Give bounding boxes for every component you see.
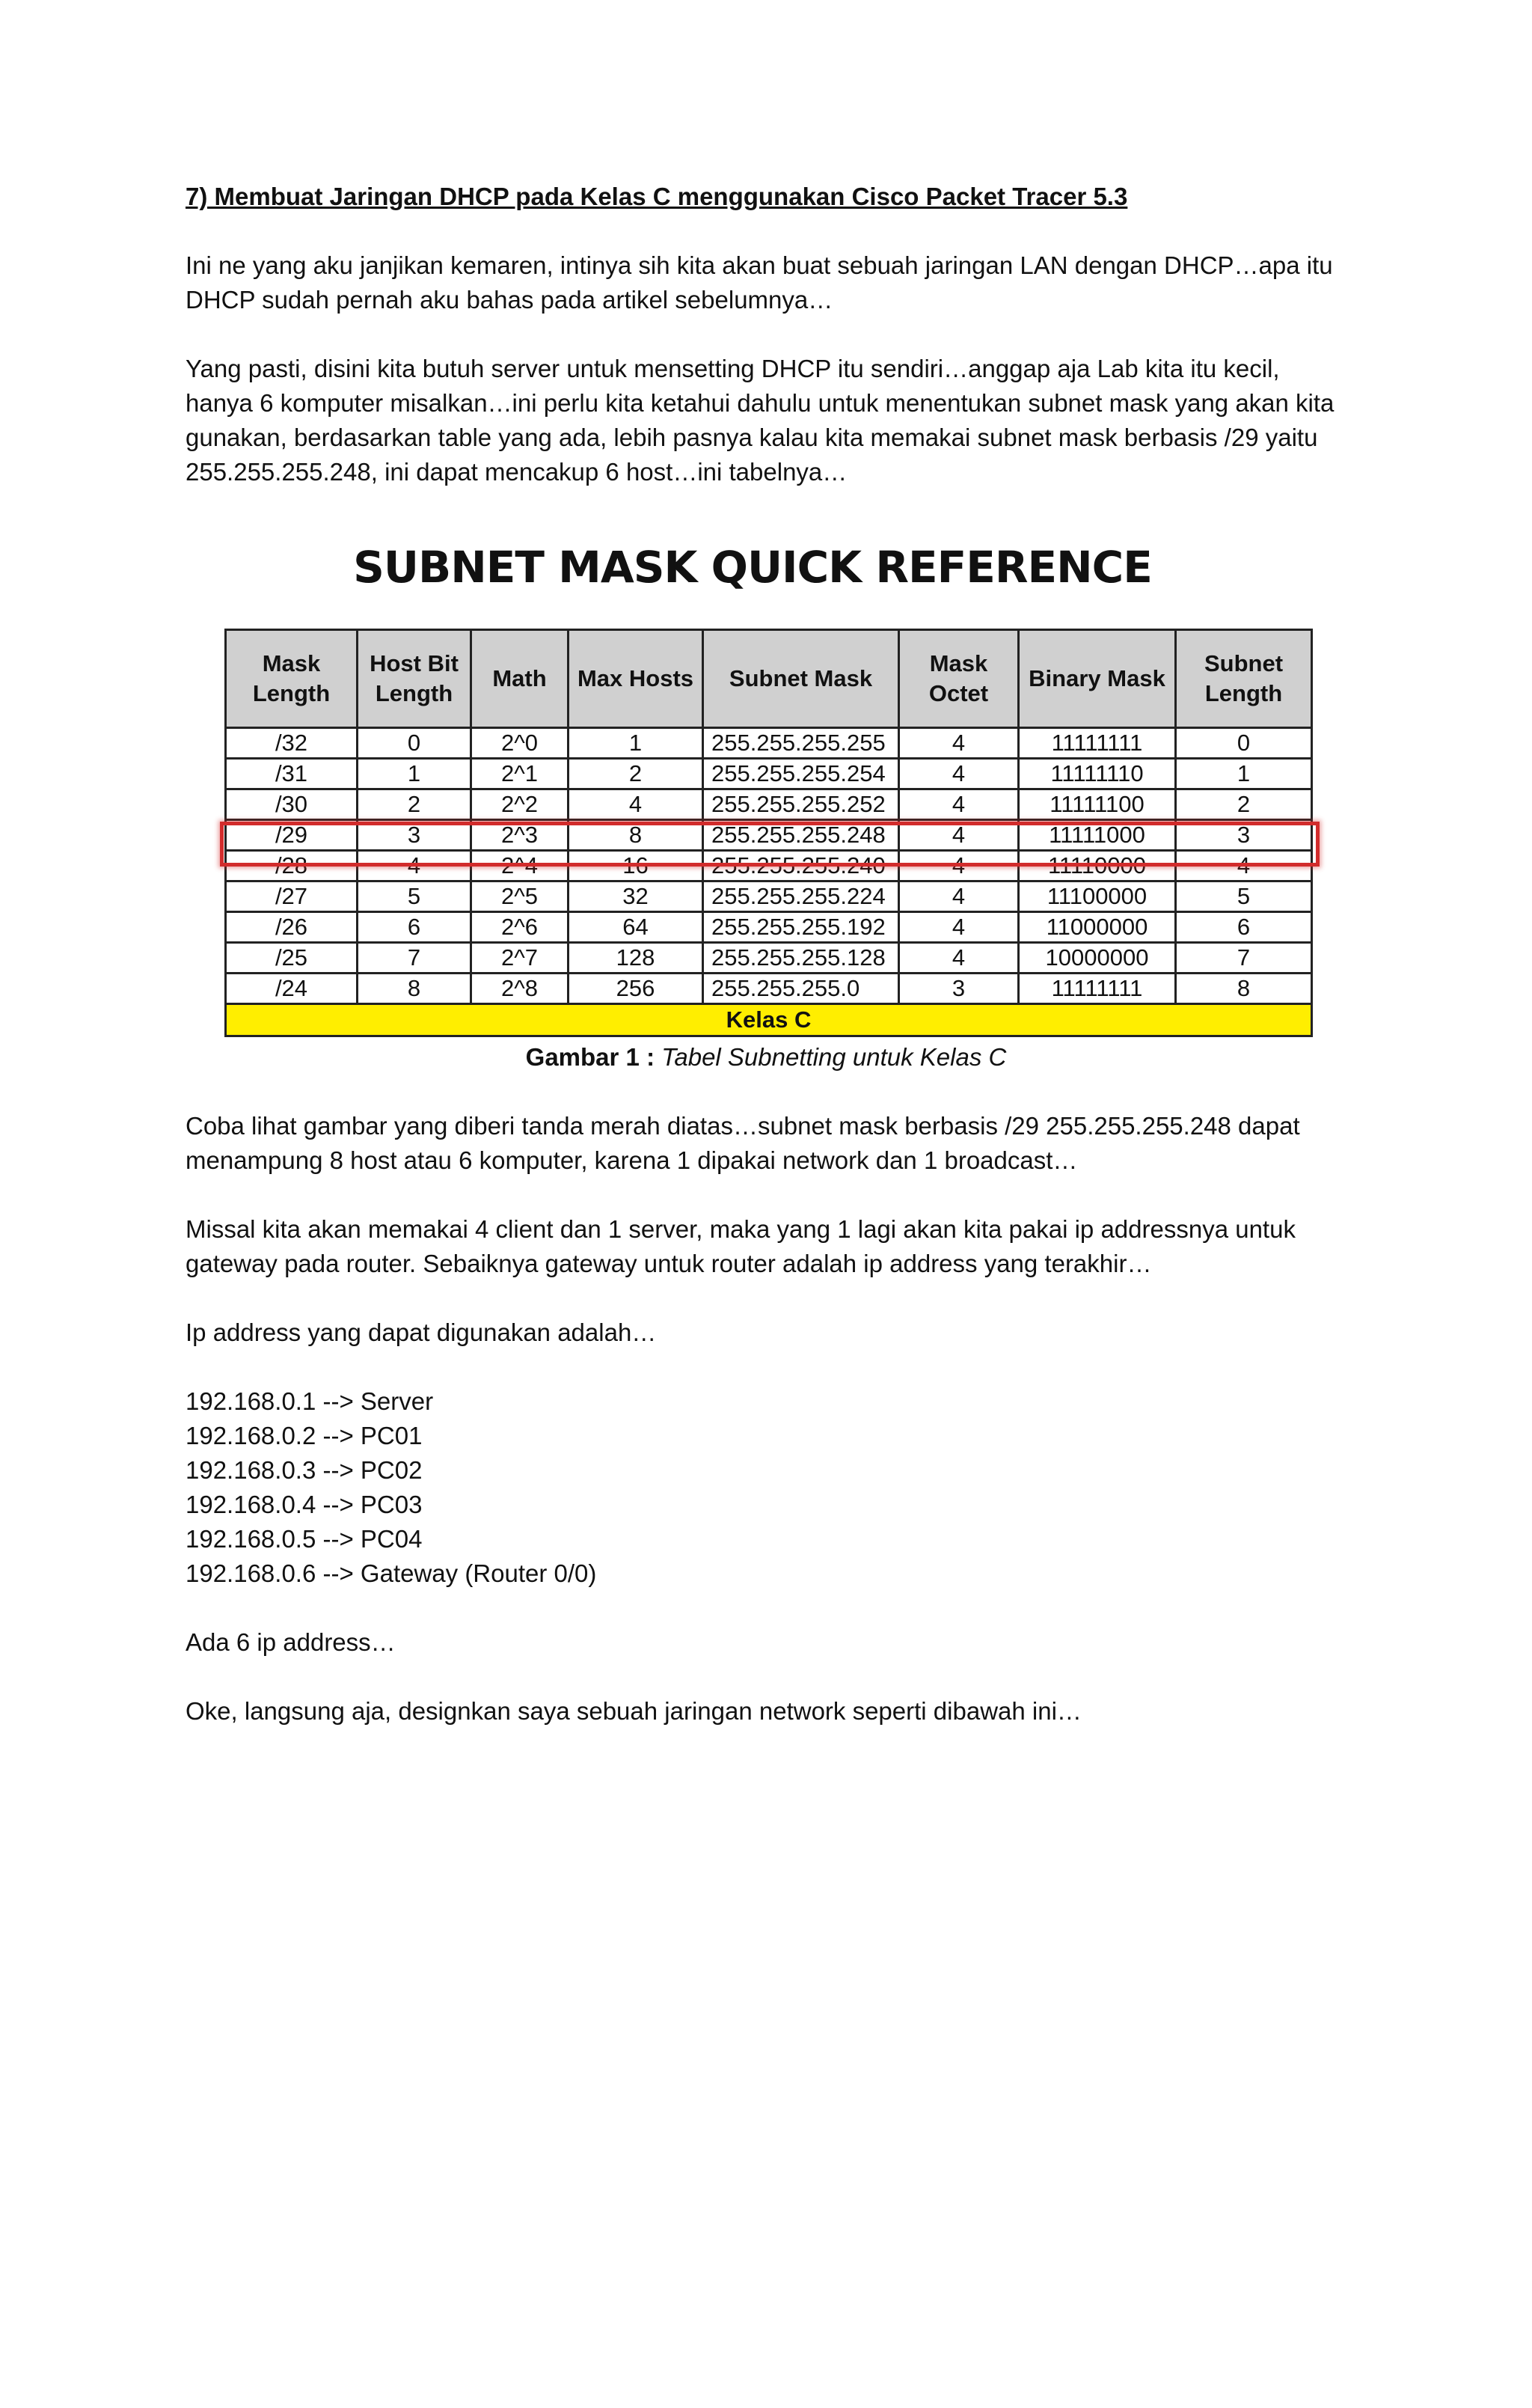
table-row <box>226 759 1312 789</box>
table-cell: 6 <box>1176 912 1312 943</box>
caption-text: Tabel Subnetting untuk Kelas C <box>661 1043 1007 1071</box>
table-cell: 4 <box>899 943 1019 974</box>
table-cell: 4 <box>899 881 1019 912</box>
table-cell: 11110000 <box>1019 851 1176 881</box>
table-cell: 1 <box>569 728 703 759</box>
table-cell: 1 <box>1176 759 1312 789</box>
column-header: Subnet Length <box>1176 630 1312 728</box>
table-cell: 255.255.255.254 <box>703 759 899 789</box>
table-cell: 8 <box>569 820 703 851</box>
table-cell: 4 <box>899 759 1019 789</box>
table-cell: 4 <box>569 789 703 820</box>
table-row <box>226 881 1312 912</box>
table-cell: 16 <box>569 851 703 881</box>
table-cell: 6 <box>358 912 471 943</box>
table-cell: 4 <box>899 789 1019 820</box>
ip-list-item: 192.168.0.3 --> PC02 <box>186 1456 423 1484</box>
table-cell: 7 <box>358 943 471 974</box>
table-cell: 5 <box>358 881 471 912</box>
table-cell: 2^1 <box>471 759 569 789</box>
column-header: Binary Mask <box>1019 630 1176 728</box>
table-row <box>226 820 1312 851</box>
closing-paragraph: Oke, langsung aja, designkan saya sebuah jaringan network seperti dibawah ini… <box>186 1697 1082 1725</box>
ip-list-item: 192.168.0.1 --> Server <box>186 1387 434 1415</box>
table-cell: 2 <box>1176 789 1312 820</box>
table-cell: 11111111 <box>1019 728 1176 759</box>
table-cell: 3 <box>1176 820 1312 851</box>
table-cell: 2^0 <box>471 728 569 759</box>
table-cell: 5 <box>1176 881 1312 912</box>
column-header: Subnet Mask <box>703 630 899 728</box>
table-cell: 4 <box>1176 851 1312 881</box>
table-cell: 11111100 <box>1019 789 1176 820</box>
table-cell: /24 <box>226 974 358 1004</box>
ip-list-item: 192.168.0.6 --> Gateway (Router 0/0) <box>186 1559 597 1587</box>
table-cell: /29 <box>226 820 358 851</box>
table-cell: 11111000 <box>1019 820 1176 851</box>
table-cell: 255.255.255.0 <box>703 974 899 1004</box>
table-cell: 255.255.255.240 <box>703 851 899 881</box>
column-header: Mask Octet <box>899 630 1019 728</box>
ip-list-item: 192.168.0.2 --> PC01 <box>186 1422 423 1449</box>
table-row <box>226 789 1312 820</box>
intro-paragraph: Yang pasti, disini kita butuh server untuk mensetting DHCP itu sendiri…anggap aja Lab kita itu kecil, hanya 6 komputer misalkan…ini perlu kita ketahui dahulu untuk menentukan subnet mask yang akan kita gunakan, berdasarkan table yang ada, lebih pasnya kalau kita memakai subnet mask berbasis /29 yaitu 255.255.255.248, ini dapat mencakup 6 host…ini tabelnya… <box>186 355 1335 486</box>
table-cell: 4 <box>899 728 1019 759</box>
table-cell: /31 <box>226 759 358 789</box>
table-cell: 255.255.255.252 <box>703 789 899 820</box>
table-row <box>226 974 1312 1004</box>
table-cell: /28 <box>226 851 358 881</box>
table-cell: 11100000 <box>1019 881 1176 912</box>
table-cell: 4 <box>899 851 1019 881</box>
table-body <box>226 728 1312 1004</box>
subnet-table <box>224 629 1313 1037</box>
table-cell: 1 <box>358 759 471 789</box>
table-cell: 256 <box>569 974 703 1004</box>
table-cell: 4 <box>358 851 471 881</box>
table-row <box>226 943 1312 974</box>
table-cell: 10000000 <box>1019 943 1176 974</box>
table-cell: 8 <box>1176 974 1312 1004</box>
caption-label: Gambar 1 : <box>525 1043 655 1071</box>
table-cell: 128 <box>569 943 703 974</box>
table-cell: /32 <box>226 728 358 759</box>
table-cell: 7 <box>1176 943 1312 974</box>
body-paragraph: Ip address yang dapat digunakan adalah… <box>186 1318 657 1346</box>
table-cell: 0 <box>358 728 471 759</box>
table-cell: 255.255.255.248 <box>703 820 899 851</box>
table-cell: 0 <box>1176 728 1312 759</box>
figure-caption <box>186 1040 1346 1075</box>
table-cell: 11000000 <box>1019 912 1176 943</box>
table-header-row <box>226 630 1312 728</box>
document-body <box>186 1109 1352 1763</box>
table-cell: /30 <box>226 789 358 820</box>
table-cell: 3 <box>358 820 471 851</box>
table-cell: 2^4 <box>471 851 569 881</box>
table-cell: 2^8 <box>471 974 569 1004</box>
table-cell: /26 <box>226 912 358 943</box>
column-header: Math <box>471 630 569 728</box>
class-label: Kelas C <box>226 1004 1312 1036</box>
table-cell: 3 <box>899 974 1019 1004</box>
body-paragraph: Coba lihat gambar yang diberi tanda merah diatas…subnet mask berbasis /29 255.255.255.248 dapat menampung 8 host atau 6 komputer, karena 1 dipakai network dan 1 broadcast… <box>186 1112 1300 1174</box>
section-heading: 7) Membuat Jaringan DHCP pada Kelas C menggunakan Cisco Packet Tracer 5.3 <box>186 183 1128 210</box>
table-cell: 2^7 <box>471 943 569 974</box>
table-cell: 8 <box>358 974 471 1004</box>
table-cell: 2 <box>358 789 471 820</box>
column-header: Mask Length <box>226 630 358 728</box>
table-footer-row <box>226 1004 1312 1036</box>
figure-title: SUBNET MASK QUICK REFERENCE <box>353 542 1152 593</box>
table-row <box>226 851 1312 881</box>
table-cell: 255.255.255.255 <box>703 728 899 759</box>
table-cell: 4 <box>899 820 1019 851</box>
ip-address-list <box>186 1384 1352 1591</box>
table-cell: 2^6 <box>471 912 569 943</box>
table-cell: 2^2 <box>471 789 569 820</box>
table-cell: 64 <box>569 912 703 943</box>
ip-list-item: 192.168.0.4 --> PC03 <box>186 1491 423 1518</box>
table-cell: 4 <box>899 912 1019 943</box>
table-cell: 255.255.255.224 <box>703 881 899 912</box>
document-top <box>186 180 1352 524</box>
column-header: Host Bit Length <box>358 630 471 728</box>
ip-list-item: 192.168.0.5 --> PC04 <box>186 1525 423 1553</box>
table-row <box>226 728 1312 759</box>
table-cell: 2^5 <box>471 881 569 912</box>
column-header: Max Hosts <box>569 630 703 728</box>
table-cell: 11111110 <box>1019 759 1176 789</box>
table-row <box>226 912 1312 943</box>
intro-paragraph: Ini ne yang aku janjikan kemaren, intinya sih kita akan buat sebuah jaringan LAN dengan DHCP…apa itu DHCP sudah pernah aku bahas pada artikel sebelumnya… <box>186 251 1333 314</box>
table-cell: 2 <box>569 759 703 789</box>
table-cell: /27 <box>226 881 358 912</box>
table-cell: 11111111 <box>1019 974 1176 1004</box>
table-cell: /25 <box>226 943 358 974</box>
table-cell: 255.255.255.128 <box>703 943 899 974</box>
table-cell: 32 <box>569 881 703 912</box>
table-cell: 2^3 <box>471 820 569 851</box>
body-paragraph: Missal kita akan memakai 4 client dan 1 server, maka yang 1 lagi akan kita pakai ip addressnya untuk gateway pada router. Sebaiknya gateway untuk router adalah ip address yang terakhir… <box>186 1215 1296 1277</box>
subnet-reference-figure <box>224 539 1311 1037</box>
table-cell: 255.255.255.192 <box>703 912 899 943</box>
closing-paragraph: Ada 6 ip address… <box>186 1628 396 1656</box>
